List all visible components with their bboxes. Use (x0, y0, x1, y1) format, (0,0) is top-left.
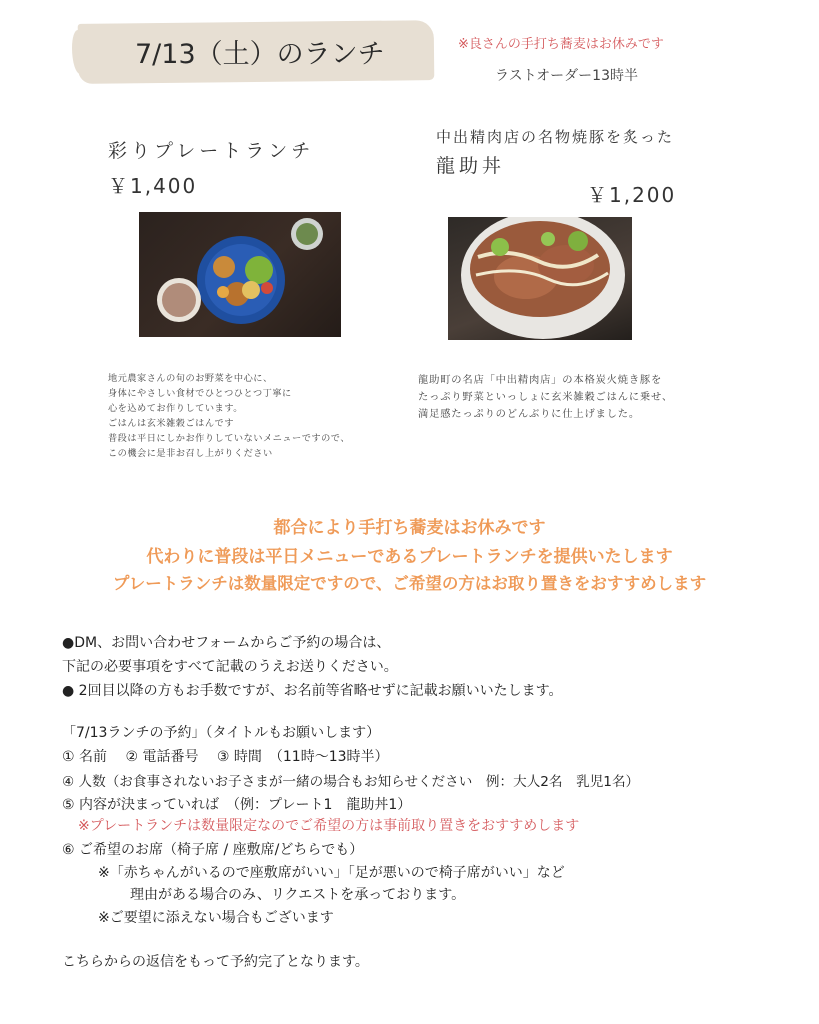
menu-item-1-price: ￥1,400 (108, 174, 198, 198)
announcement-line-2: 代わりに普段は平日メニューであるプレートランチを提供いたします (146, 547, 673, 567)
seat-note-line-3: ※ご要望に添えない場合もございます (98, 910, 334, 926)
description-line: 普段は平日にしかお作りしていないメニューですので、 (108, 433, 351, 444)
description-line: 身体にやさしい食材でひとつひとつ丁寧に (108, 388, 292, 399)
reservation-item-name-phone-time: ① 名前 ② 電話番号 ③ 時間 （11時～13時半） (62, 749, 389, 765)
description-line: 地元農家さんの旬のお野菜を中心に、 (108, 373, 273, 384)
reservation-item-seat: ⑥ ご希望のお席（椅子席 / 座敷席/どちらでも） (62, 842, 364, 858)
reservation-item-party-size: ④ 人数（お食事されないお子さまが一緒の場合もお知らせください 例：大人2名 乳児1名） (62, 774, 640, 790)
description-line: 龍助町の名店「中出精肉店」の本格炭火焼き豚を (418, 374, 663, 386)
last-order-time: ラストオーダー13時半 (495, 68, 638, 84)
seat-note-line-2: 理由がある場合のみ、リクエストを承っております。 (130, 887, 466, 903)
menu-item-1-name: 彩りプレートランチ (108, 140, 315, 162)
reservation-intro-line-1: ●DM、お問い合わせフォームからご予約の場合は、 (62, 635, 391, 651)
menu-item-2-subtitle: 中出精肉店の名物焼豚を炙った (436, 128, 675, 146)
description-line: 満足感たっぷりのどんぶりに仕上げました。 (418, 408, 640, 420)
menu-item-2-name: 龍助丼 (436, 155, 506, 177)
menu-item-1-description (108, 371, 350, 461)
reservation-intro-line-3: ● 2回目以降の方もお手数ですが、お名前等省略せずに記載お願いいたします。 (62, 683, 563, 699)
menu-item-2-description (418, 372, 673, 423)
menu-item-2-price: ￥1,200 (587, 183, 677, 207)
plate-lunch-illustration (139, 212, 341, 337)
announcement-line-1: 都合により手打ち蕎麦はお休みです (273, 518, 546, 538)
reservation-intro-line-2: 下記の必要事項をすべて記載のうえお送りください。 (62, 659, 398, 675)
seat-note-line-1: ※「赤ちゃんがいるので座敷席がいい」「足が悪いので椅子席がいい」など (98, 865, 565, 881)
reservation-item-order: ⑤ 内容が決まっていれば （例：プレート1 龍助丼1） (62, 797, 412, 813)
description-line: ごはんは玄米雑穀ごはんです (108, 418, 234, 429)
reservation-subject: 「7/13ランチの予約」（タイトルもお願いします） (62, 725, 381, 741)
soba-closed-notice: ※良さんの手打ち蕎麦はお休みです (458, 37, 664, 52)
description-line: たっぷり野菜といっしょに玄米雑穀ごはんに乗せ、 (418, 391, 673, 403)
description-line: 心を込めてお作りしています。 (108, 403, 243, 414)
ryusuke-don-photo (448, 217, 632, 340)
reservation-closing: こちらからの返信をもって予約完了となります。 (62, 954, 369, 970)
announcement-line-3: プレートランチは数量限定ですので、ご希望の方はお取り置きをおすすめします (112, 574, 707, 593)
description-line: この機会に是非お召し上がりください (108, 448, 273, 459)
limited-quantity-note: ※プレートランチは数量限定なのでご希望の方は事前取り置きをおすすめします (78, 818, 580, 834)
plate-lunch-photo (139, 212, 341, 337)
page-title: 7/13（土）のランチ (135, 39, 385, 70)
ryusuke-don-illustration (448, 217, 632, 340)
